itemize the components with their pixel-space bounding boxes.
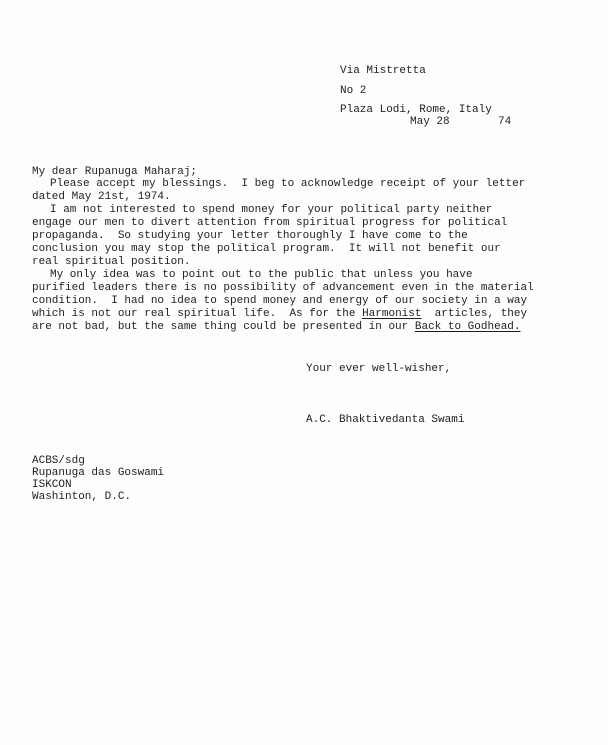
footer-initials: ACBS/sdg xyxy=(32,455,85,467)
harmonist-title: Harmonist xyxy=(362,308,422,320)
paragraph-3-line-3: condition. I had no idea to spend money and energy of our society in a way xyxy=(32,295,528,307)
paragraph-2-line-3: propaganda. So studying your letter thoroughly I have come to the xyxy=(32,230,468,242)
paragraph-1-line-2: dated May 21st, 1974. xyxy=(32,191,171,203)
paragraph-2-line-2: engage our men to divert attention from spiritual progress for political xyxy=(32,217,508,229)
letter-date: May 28 xyxy=(410,116,450,128)
address-line-1: Via Mistretta xyxy=(340,65,426,77)
footer-recipient: Rupanuga das Goswami xyxy=(32,467,165,479)
back-to-godhead-title: Back to Godhead. xyxy=(414,321,521,333)
paragraph-3-line-4 xyxy=(32,308,527,321)
paragraph-3-line-4-tail: articles, they xyxy=(421,308,528,320)
salutation: My dear Rupanuga Maharaj; xyxy=(32,166,198,178)
paragraph-3-line-5-text: are not bad, but the same thing could be presented in our xyxy=(32,321,415,333)
paragraph-3-line-1: My only idea was to point out to the public that unless you have xyxy=(50,269,473,281)
paragraph-2-line-4: conclusion you may stop the political program. It will not benefit our xyxy=(32,243,501,255)
address-line-3: Plaza Lodi, Rome, Italy xyxy=(340,104,492,116)
footer-organization: ISKCON xyxy=(32,479,72,491)
paragraph-2-line-5: real spiritual position. xyxy=(32,256,191,268)
footer-city: Washinton, D.C. xyxy=(32,491,132,503)
signature: A.C. Bhaktivedanta Swami xyxy=(306,414,465,426)
paragraph-1-line-1: Please accept my blessings. I beg to acknowledge receipt of your letter xyxy=(50,178,526,190)
paragraph-3-line-4-text: which is not our real spiritual life. As for the xyxy=(32,308,363,320)
address-line-2: No 2 xyxy=(340,85,367,97)
paragraph-3-line-5 xyxy=(32,321,521,334)
closing: Your ever well-wisher, xyxy=(306,363,452,375)
paragraph-2-line-1: I am not interested to spend money for your political party neither xyxy=(50,204,493,216)
paragraph-3-line-2: purified leaders there is no possibility of advancement even in the material xyxy=(32,282,534,294)
letter-year: 74 xyxy=(498,116,512,128)
